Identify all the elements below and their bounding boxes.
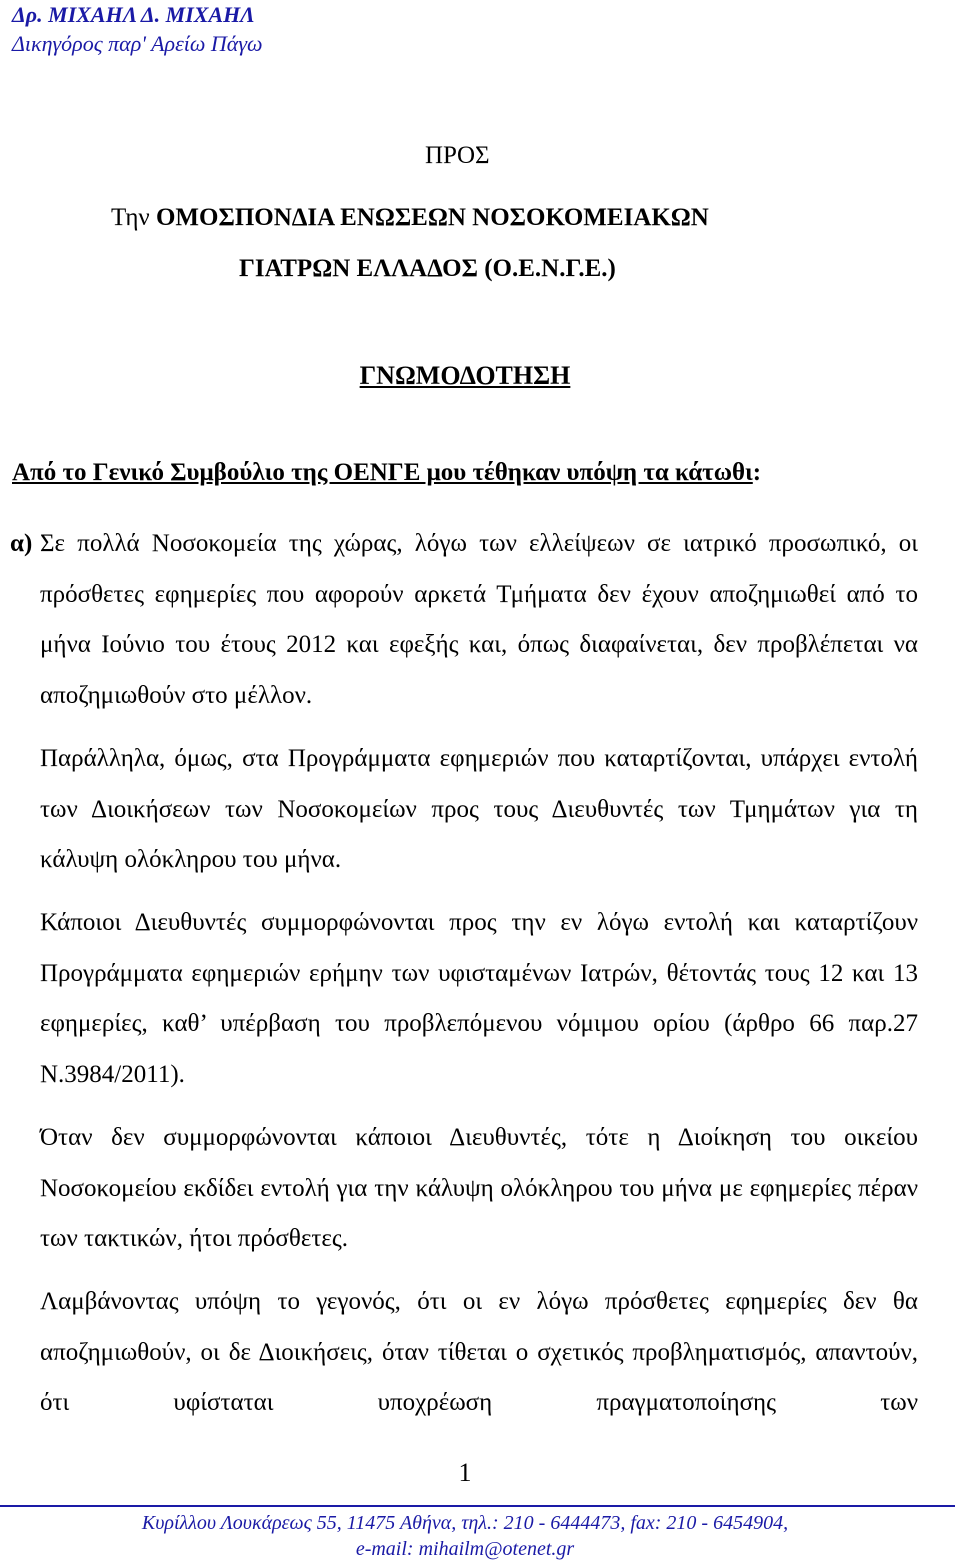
recipient-to: ΠΡΟΣ [425,142,490,169]
intro-colon: : [752,459,762,486]
recipient-organization: ΟΜΟΣΠΟΝΔΙΑ ΕΝΩΣΕΩΝ ΝΟΣΟΚΟΜΕΙΑΚΩΝ [155,204,709,231]
recipient-line-2: ΓΙΑΤΡΩΝ ΕΛΛΑΔΟΣ (Ο.Ε.Ν.Γ.Ε.) [239,255,616,282]
footer-divider [0,1505,955,1507]
page-number: 1 [458,1458,472,1487]
footer-email: e-mail: mihailm@otenet.gr [355,1538,575,1560]
letterhead-title: Δικηγόρος παρ' Αρείω Πάγω [12,31,263,56]
paragraph-2: Παράλληλα, όμως, στα Προγράμματα εφημεριών που καταρτίζονται, υπάρχει εντολή των Διοικήσεων των Νοσοκομείων προς τους Διευθυντές των Τμημάτων για τη κάλυψη ολόκληρου του μήνα. [40,745,918,873]
paragraph-a [10,519,918,721]
recipient-line-1 [111,204,709,232]
document-title-text: ΓΝΩΜΟΔΟΤΗΣΗ [359,361,571,390]
paragraph-a-label: α) [10,530,33,557]
footer-address: Κυρίλλου Λουκάρεως 55, 11475 Αθήνα, τηλ.: 210 - 6444473, fax: 210 - 6454904, [141,1512,789,1534]
recipient-prefix: Την [111,204,150,231]
paragraph-3: Κάποιοι Διευθυντές συμμορφώνονται προς την εν λόγω εντολή και καταρτίζουν Προγράμματα εφημεριών ερήμην των υφισταμένων Ιατρών, θέτοντάς τους 12 και 13 εφημερίες, καθ’ υπέρβαση του προβλεπόμενου νόμιμου ορίου (άρθρο 66 παρ.27 Ν.3984/2011). [40,909,918,1088]
paragraph-a-text: Σε πολλά Νοσοκομεία της χώρας, λόγω των ελλείψεων σε ιατρικό προσωπικό, οι πρόσθετες εφημερίες που αφορούν αρκετά Τμήματα δεν έχουν αποζημιωθεί από το μήνα Ιούνιο του έτους 2012 και εφεξής και, όπως διαφαίνεται, δεν προβλέπεται να αποζημιωθούν στο μέλλον. [40,530,918,709]
paragraph-4: Όταν δεν συμμορφώνονται κάποιοι Διευθυντές, τότε η Διοίκηση του οικείου Νοσοκομείου εκδίδει εντολή για την κάλυψη ολόκληρου του μήνα με εφημερίες πέραν των τακτικών, ήτοι πρόσθετες. [40,1124,918,1252]
intro-line [12,459,761,487]
letterhead-name: Δρ. ΜΙΧΑΗΛ Δ. ΜΙΧΑΗΛ [12,2,255,27]
paragraph-5: Λαμβάνοντας υπόψη το γεγονός, ότι οι εν λόγω πρόσθετες εφημερίες δεν θα αποζημιωθούν, οι δε Διοικήσεις, όταν τίθεται ο σχετικός προβληματισμός, απαντούν, ότι υφίσταται υποχρέωση πραγματοποίησης των [40,1288,918,1416]
intro-text: Από το Γενικό Συμβούλιο της ΟΕΝΓΕ μου τέθηκαν υπόψη τα κάτωθι [12,459,753,486]
document-title [0,361,930,391]
